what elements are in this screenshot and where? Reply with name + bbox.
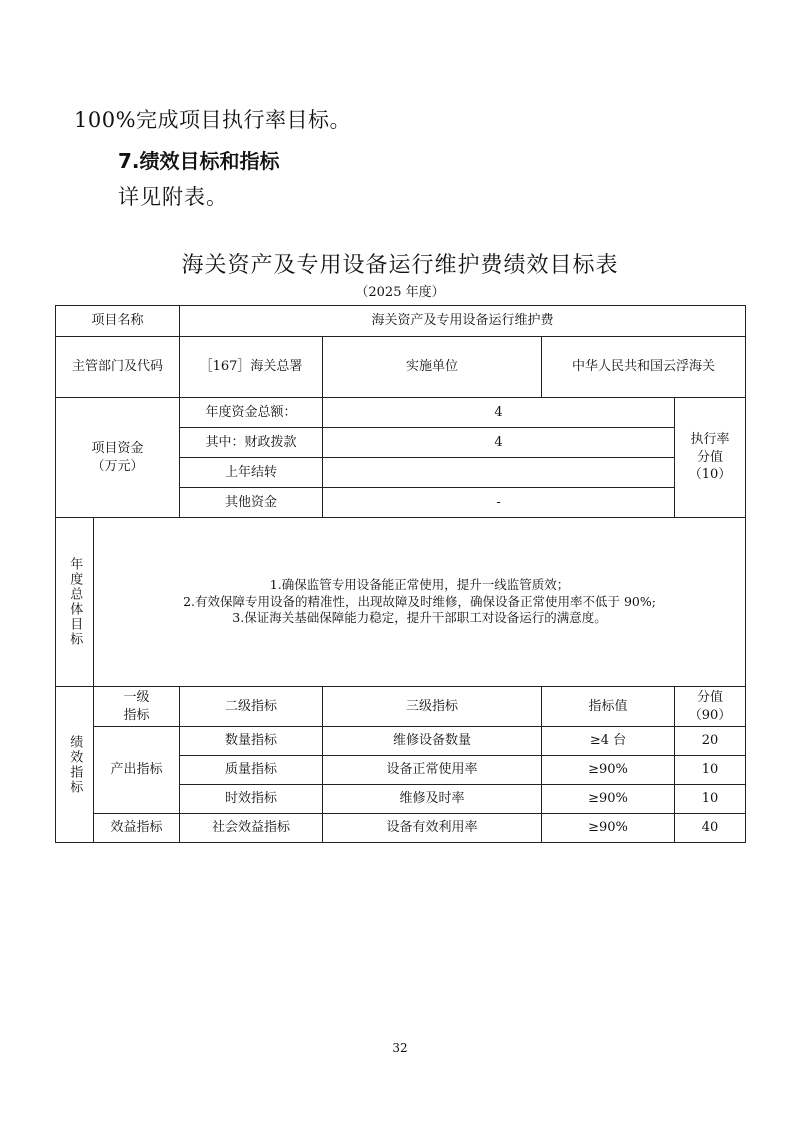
table-row-target: ≥90% <box>542 785 675 814</box>
indicators-label: 绩效指标 <box>67 734 83 795</box>
table-row-score: 20 <box>675 727 746 756</box>
table-row-level2: 社会效益指标 <box>180 814 323 843</box>
implementing-unit-value: 中华人民共和国云浮海关 <box>542 337 746 398</box>
project-name-value: 海关资产及专用设备运行维护费 <box>180 306 746 337</box>
execution-rate-cell <box>675 398 746 518</box>
indicators-label-cell <box>56 687 94 843</box>
header-score <box>675 687 746 727</box>
output-indicators-label: 产出指标 <box>94 727 180 814</box>
table-row-target: ≥4 台 <box>542 727 675 756</box>
table-title: 海关资产及专用设备运行维护费绩效目标表 <box>181 253 619 278</box>
funds-row-label: 其中：财政拨款 <box>180 428 323 458</box>
table-row-level2: 质量指标 <box>180 756 323 785</box>
funds-row-label: 年度资金总额： <box>180 398 323 428</box>
body-text-line: 100%完成项目执行率目标。 <box>74 108 352 132</box>
table-row-target: ≥90% <box>542 814 675 843</box>
header-target: 指标值 <box>542 687 675 727</box>
funds-row-label: 其他资金 <box>180 488 323 518</box>
section-heading: 7.绩效目标和指标 <box>118 149 280 173</box>
funds-label-text: 项目资金 <box>91 440 144 456</box>
table-row-level3: 设备正常使用率 <box>323 756 542 785</box>
table-row-level3: 设备有效利用率 <box>323 814 542 843</box>
table-row-score: 10 <box>675 785 746 814</box>
table-row-level2: 数量指标 <box>180 727 323 756</box>
header-score-total: （90） <box>688 707 732 723</box>
annual-goal-item: 1.确保监管专用设备能正常使用，提升一线监管质效； <box>269 576 570 592</box>
page-number: 32 <box>392 1041 408 1055</box>
header-level1-line: 一级 <box>123 689 150 705</box>
header-score-line: 分值 <box>697 689 724 705</box>
performance-target-table <box>55 305 746 843</box>
table-row-target: ≥90% <box>542 756 675 785</box>
header-level3: 三级指标 <box>323 687 542 727</box>
annual-goal-item: 2.有效保障专用设备的精准性，出现故障及时维修，确保设备正常使用率不低于 90%; <box>183 593 656 609</box>
project-funds-label <box>56 398 180 518</box>
table-row-score: 40 <box>675 814 746 843</box>
funds-unit-text: （万元） <box>91 458 144 474</box>
implementing-unit-label: 实施单位 <box>323 337 542 398</box>
annual-goals-cell <box>94 518 746 687</box>
header-level1 <box>94 687 180 727</box>
execution-score-label: 分值 <box>697 449 724 465</box>
benefit-indicators-label: 效益指标 <box>94 814 180 843</box>
table-subtitle: （2025 年度） <box>355 285 445 300</box>
table-row-score: 10 <box>675 756 746 785</box>
table-row-level3: 维修设备数量 <box>323 727 542 756</box>
funds-row-value: 4 <box>323 398 675 428</box>
header-level2: 二级指标 <box>180 687 323 727</box>
table-row-level3: 维修及时率 <box>323 785 542 814</box>
department-label: 主管部门及代码 <box>56 337 180 398</box>
funds-row-value <box>323 458 675 488</box>
annual-goal-label: 年度总体目标 <box>67 557 83 647</box>
funds-row-value: 4 <box>323 428 675 458</box>
department-value: ［167］海关总署 <box>180 337 323 398</box>
funds-row-value: - <box>323 488 675 518</box>
execution-rate-label: 执行率 <box>690 432 730 448</box>
body-text-line: 详见附表。 <box>118 185 228 209</box>
execution-score-value: （10） <box>688 467 732 483</box>
annual-goal-item: 3.保证海关基础保障能力稳定，提升干部职工对设备运行的满意度。 <box>232 610 607 626</box>
table-row-level2: 时效指标 <box>180 785 323 814</box>
header-level1-line: 指标 <box>123 707 150 723</box>
funds-row-label: 上年结转 <box>180 458 323 488</box>
project-name-label: 项目名称 <box>56 306 180 337</box>
annual-goal-label-cell <box>56 518 94 687</box>
